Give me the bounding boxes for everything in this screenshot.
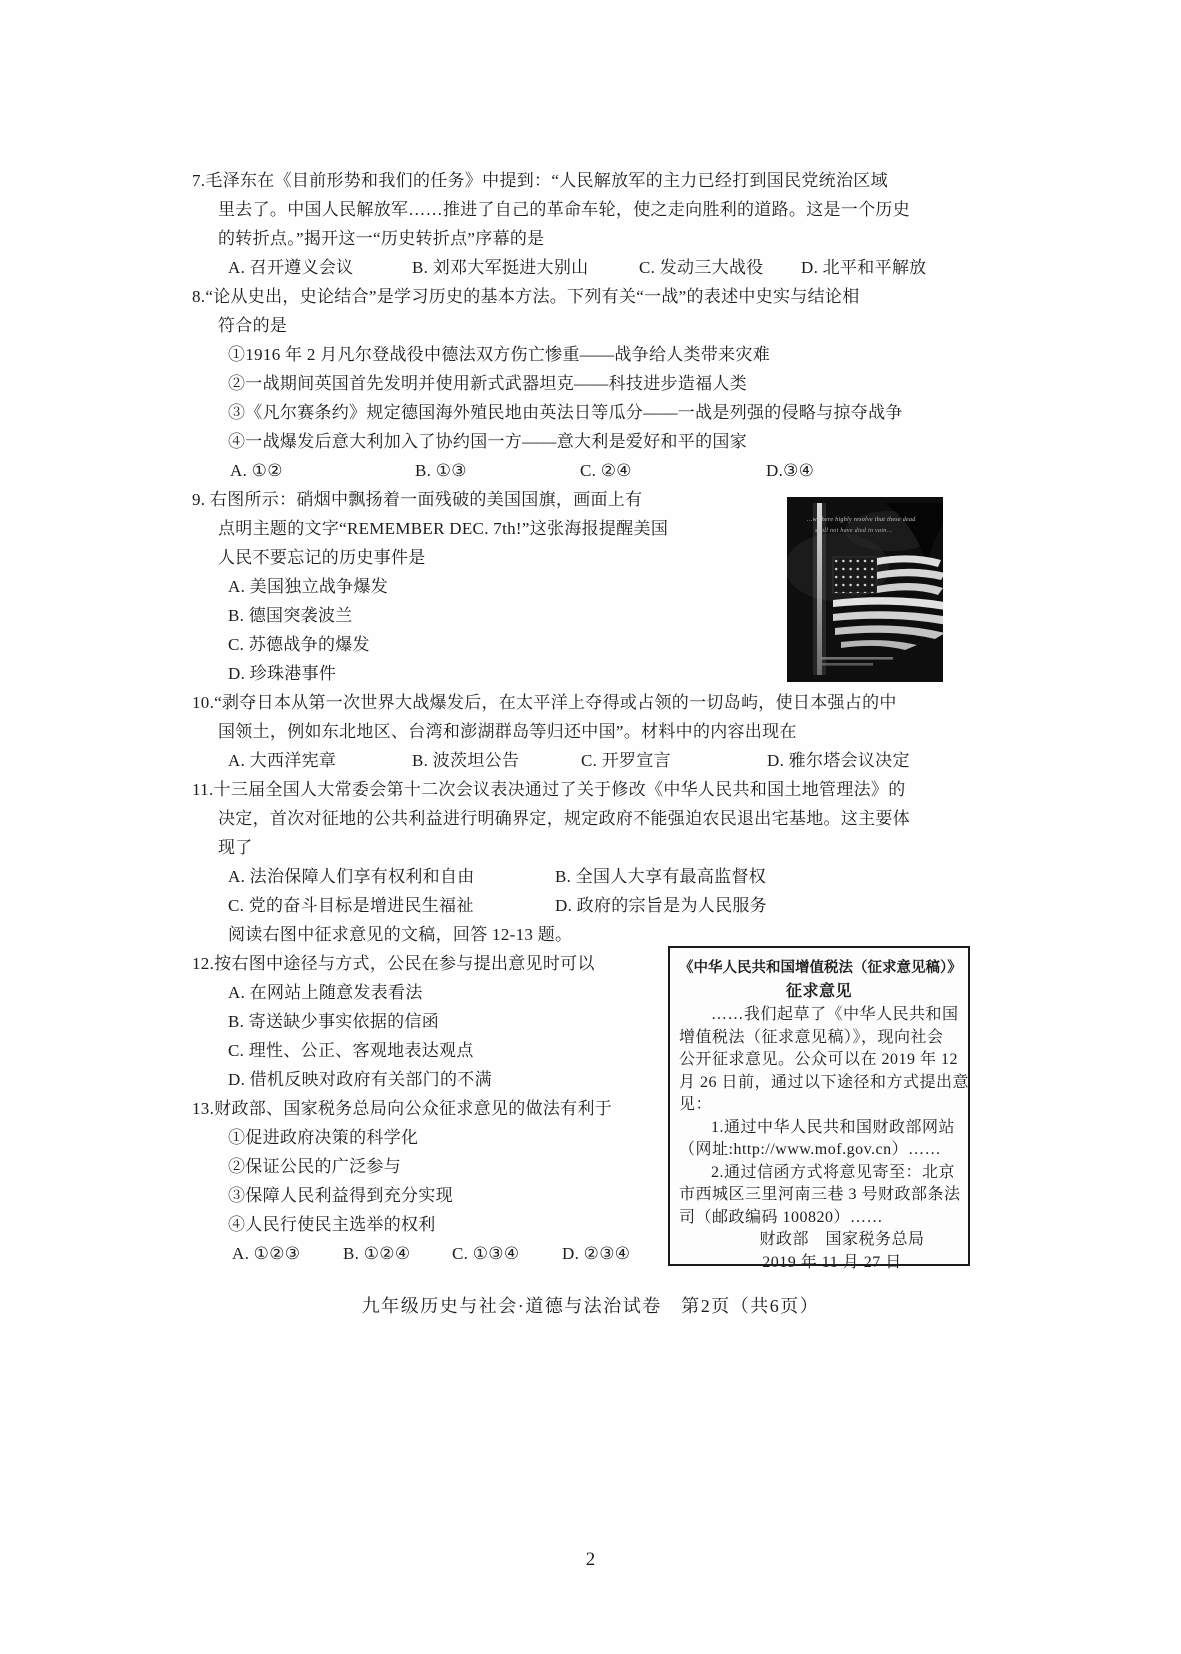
statement-item-1: ①1916 年 2 月凡尔登战役中德法双方伤亡惨重——战争给人类带来灾难 — [228, 345, 771, 364]
statement-item-3: ③保障人民利益得到充分实现 — [228, 1186, 453, 1205]
question-text-line: 8.“论从史出，史论结合”是学习历史的基本方法。下列有关“一战”的表述中史实与结论相 — [192, 287, 860, 306]
poster-credit-line — [821, 657, 893, 660]
question-text-line: 现了 — [218, 838, 253, 857]
option-d: D. 北平和平解放 — [801, 258, 927, 277]
notice-title-line2: 征求意见 — [785, 983, 852, 1000]
option-b: B. 德国突袭波兰 — [228, 606, 353, 625]
options-row — [190, 253, 970, 282]
statement-item-4: ④一战爆发后意大利加入了协约国一方——意大利是爱好和平的国家 — [228, 432, 747, 451]
option-b: B. ①③ — [415, 461, 467, 480]
statement-item-3: ③《凡尔赛条约》规定德国海外殖民地由英法日等瓜分——一战是列强的侵略与掠夺战争 — [228, 403, 903, 422]
exam-body — [190, 166, 970, 1271]
question-7 — [190, 166, 970, 282]
question-text-line: 里去了。中国人民解放军……推进了自己的革命车轮，使之走向胜利的道路。这是一个历史 — [218, 200, 910, 219]
statement-item-2: ②一战期间英国首先发明并使用新式武器坦克——科技进步造福人类 — [228, 374, 747, 393]
options-row — [190, 456, 970, 485]
question-9 — [190, 485, 970, 688]
questions-12-13-section — [190, 920, 970, 1271]
question-8 — [190, 282, 970, 485]
options-row — [190, 1239, 660, 1268]
question-13 — [190, 1094, 660, 1268]
option-c: C. ②④ — [580, 461, 632, 480]
option-d: D. 雅尔塔会议决定 — [767, 751, 910, 770]
notice-body-line: 见： — [679, 1096, 713, 1113]
statement-item-4: ④人民行使民主选举的权利 — [228, 1215, 436, 1234]
notice-body-line: 司（邮政编码 100820）…… — [679, 1208, 884, 1226]
option-a: A. 召开遵义会议 — [228, 258, 354, 277]
option-b: B. 全国人大享有最高监督权 — [555, 867, 767, 886]
poster-credit-line — [821, 663, 873, 666]
question-text-line: 13.财政部、国家税务总局向公众征求意见的做法有利于 — [192, 1099, 613, 1118]
poster-quote-line1: …we here highly resolve that these dead — [807, 517, 916, 523]
option-d: D.③④ — [766, 461, 815, 480]
pearl-harbor-poster — [787, 497, 943, 682]
option-d: D. 借机反映对政府有关部门的不满 — [228, 1070, 492, 1089]
option-b: B. ①②④ — [343, 1244, 411, 1263]
question-text-line: 决定，首次对征地的公共利益进行明确界定，规定政府不能强迫农民退出宅基地。这主要体 — [218, 809, 910, 828]
us-flag-stars — [833, 557, 877, 593]
consultation-notice-box — [668, 946, 970, 1271]
question-text-line: 人民不要忘记的历史事件是 — [218, 548, 426, 567]
option-d: D. 珍珠港事件 — [228, 664, 337, 683]
notice-body-line: 月 26 日前，通过以下途径和方式提出意 — [679, 1073, 970, 1091]
option-b: B. 刘邓大军挺进大别山 — [412, 258, 589, 277]
option-c: C. ①③④ — [452, 1244, 520, 1263]
option-c: C. 开罗宣言 — [581, 751, 671, 770]
options-row — [190, 862, 970, 891]
option-a: A. 大西洋宪章 — [228, 751, 337, 770]
notice-body-line: 公开征求意见。公众可以在 2019 年 12 — [679, 1051, 959, 1068]
option-c: C. 苏德战争的爆发 — [228, 635, 370, 654]
notice-body-line: ……我们起草了《中华人民共和国 — [711, 1006, 959, 1023]
option-a: A. 美国独立战争爆发 — [228, 577, 389, 596]
option-c: C. 发动三大战役 — [639, 258, 764, 277]
question-text-line: 符合的是 — [218, 316, 288, 335]
notice-date: 2019 年 11 月 27 日 — [762, 1253, 902, 1271]
notice-body-line: 增值税法（征求意见稿）》，现向社会 — [679, 1028, 944, 1046]
options-row — [190, 746, 970, 775]
question-text-line: 的转折点。”揭开这一“历史转折点”序幕的是 — [218, 229, 545, 248]
question-10 — [190, 688, 970, 775]
option-d: D. 政府的宗旨是为人民服务 — [555, 896, 767, 915]
option-d: D. ②③④ — [562, 1244, 631, 1263]
option-a: A. ①② — [230, 461, 283, 480]
page-footer: 九年级历史与社会·道德与法治试卷 第2页（共6页） — [361, 1296, 820, 1316]
option-b: B. 波茨坦公告 — [412, 751, 520, 770]
question-text-line: 国领土，例如东北地区、台湾和澎湖群岛等归还中国”。材料中的内容出现在 — [218, 722, 797, 741]
option-a: A. ①②③ — [232, 1244, 301, 1263]
notice-signature: 财政部 国家税务总局 — [759, 1231, 925, 1248]
questions-12-13-left-column — [190, 920, 660, 1268]
question-text-line: 10.“剥夺日本从第一次世界大战爆发后，在太平洋上夺得或占领的一切岛屿，使日本强占的中 — [192, 693, 897, 712]
question-12 — [190, 949, 660, 1094]
notice-body-line: 市西城区三里河南三巷 3 号财政部条法 — [679, 1186, 961, 1203]
notice-title-line1: 《中华人民共和国增值税法（征求意见稿）》 — [679, 960, 962, 976]
material-intro-line: 阅读右图中征求意见的文稿，回答 12-13 题。 — [228, 925, 573, 944]
option-a: A. 法治保障人们享有权利和自由 — [228, 867, 475, 886]
option-b: B. 寄送缺少事实依据的信函 — [228, 1012, 440, 1031]
statement-item-2: ②保证公民的广泛参与 — [228, 1157, 401, 1176]
poster-quote-line2: shall not have died in vain… — [815, 528, 893, 534]
question-text-line: 点明主题的文字“REMEMBER DEC. 7th!”这张海报提醒美国 — [218, 519, 669, 538]
options-row — [190, 891, 970, 920]
page-number: 2 — [585, 1549, 596, 1570]
notice-body-line: 2.通过信函方式将意见寄至：北京 — [711, 1163, 956, 1181]
notice-body-line: 1.通过中华人民共和国财政部网站 — [711, 1118, 956, 1136]
option-c: C. 党的奋斗目标是增进民生福祉 — [228, 896, 474, 915]
notice-body-line: （网址:http://www.mof.gov.cn）…… — [679, 1141, 942, 1158]
option-c: C. 理性、公正、客观地表达观点 — [228, 1041, 474, 1060]
question-text-line: 9. 右图所示：硝烟中飘扬着一面残破的美国国旗，画面上有 — [192, 490, 643, 509]
question-11 — [190, 775, 970, 920]
statement-item-1: ①促进政府决策的科学化 — [228, 1128, 419, 1147]
question-text-line: 11.十三届全国人大常委会第十二次会议表决通过了关于修改《中华人民共和国土地管理法》的 — [192, 780, 906, 799]
option-a: A. 在网站上随意发表看法 — [228, 983, 423, 1002]
question-text-line: 7.毛泽东在《目前形势和我们的任务》中提到：“人民解放军的主力已经打到国民党统治区域 — [192, 171, 888, 190]
question-text-line: 12.按右图中途径与方式，公民在参与提出意见时可以 — [192, 954, 595, 973]
